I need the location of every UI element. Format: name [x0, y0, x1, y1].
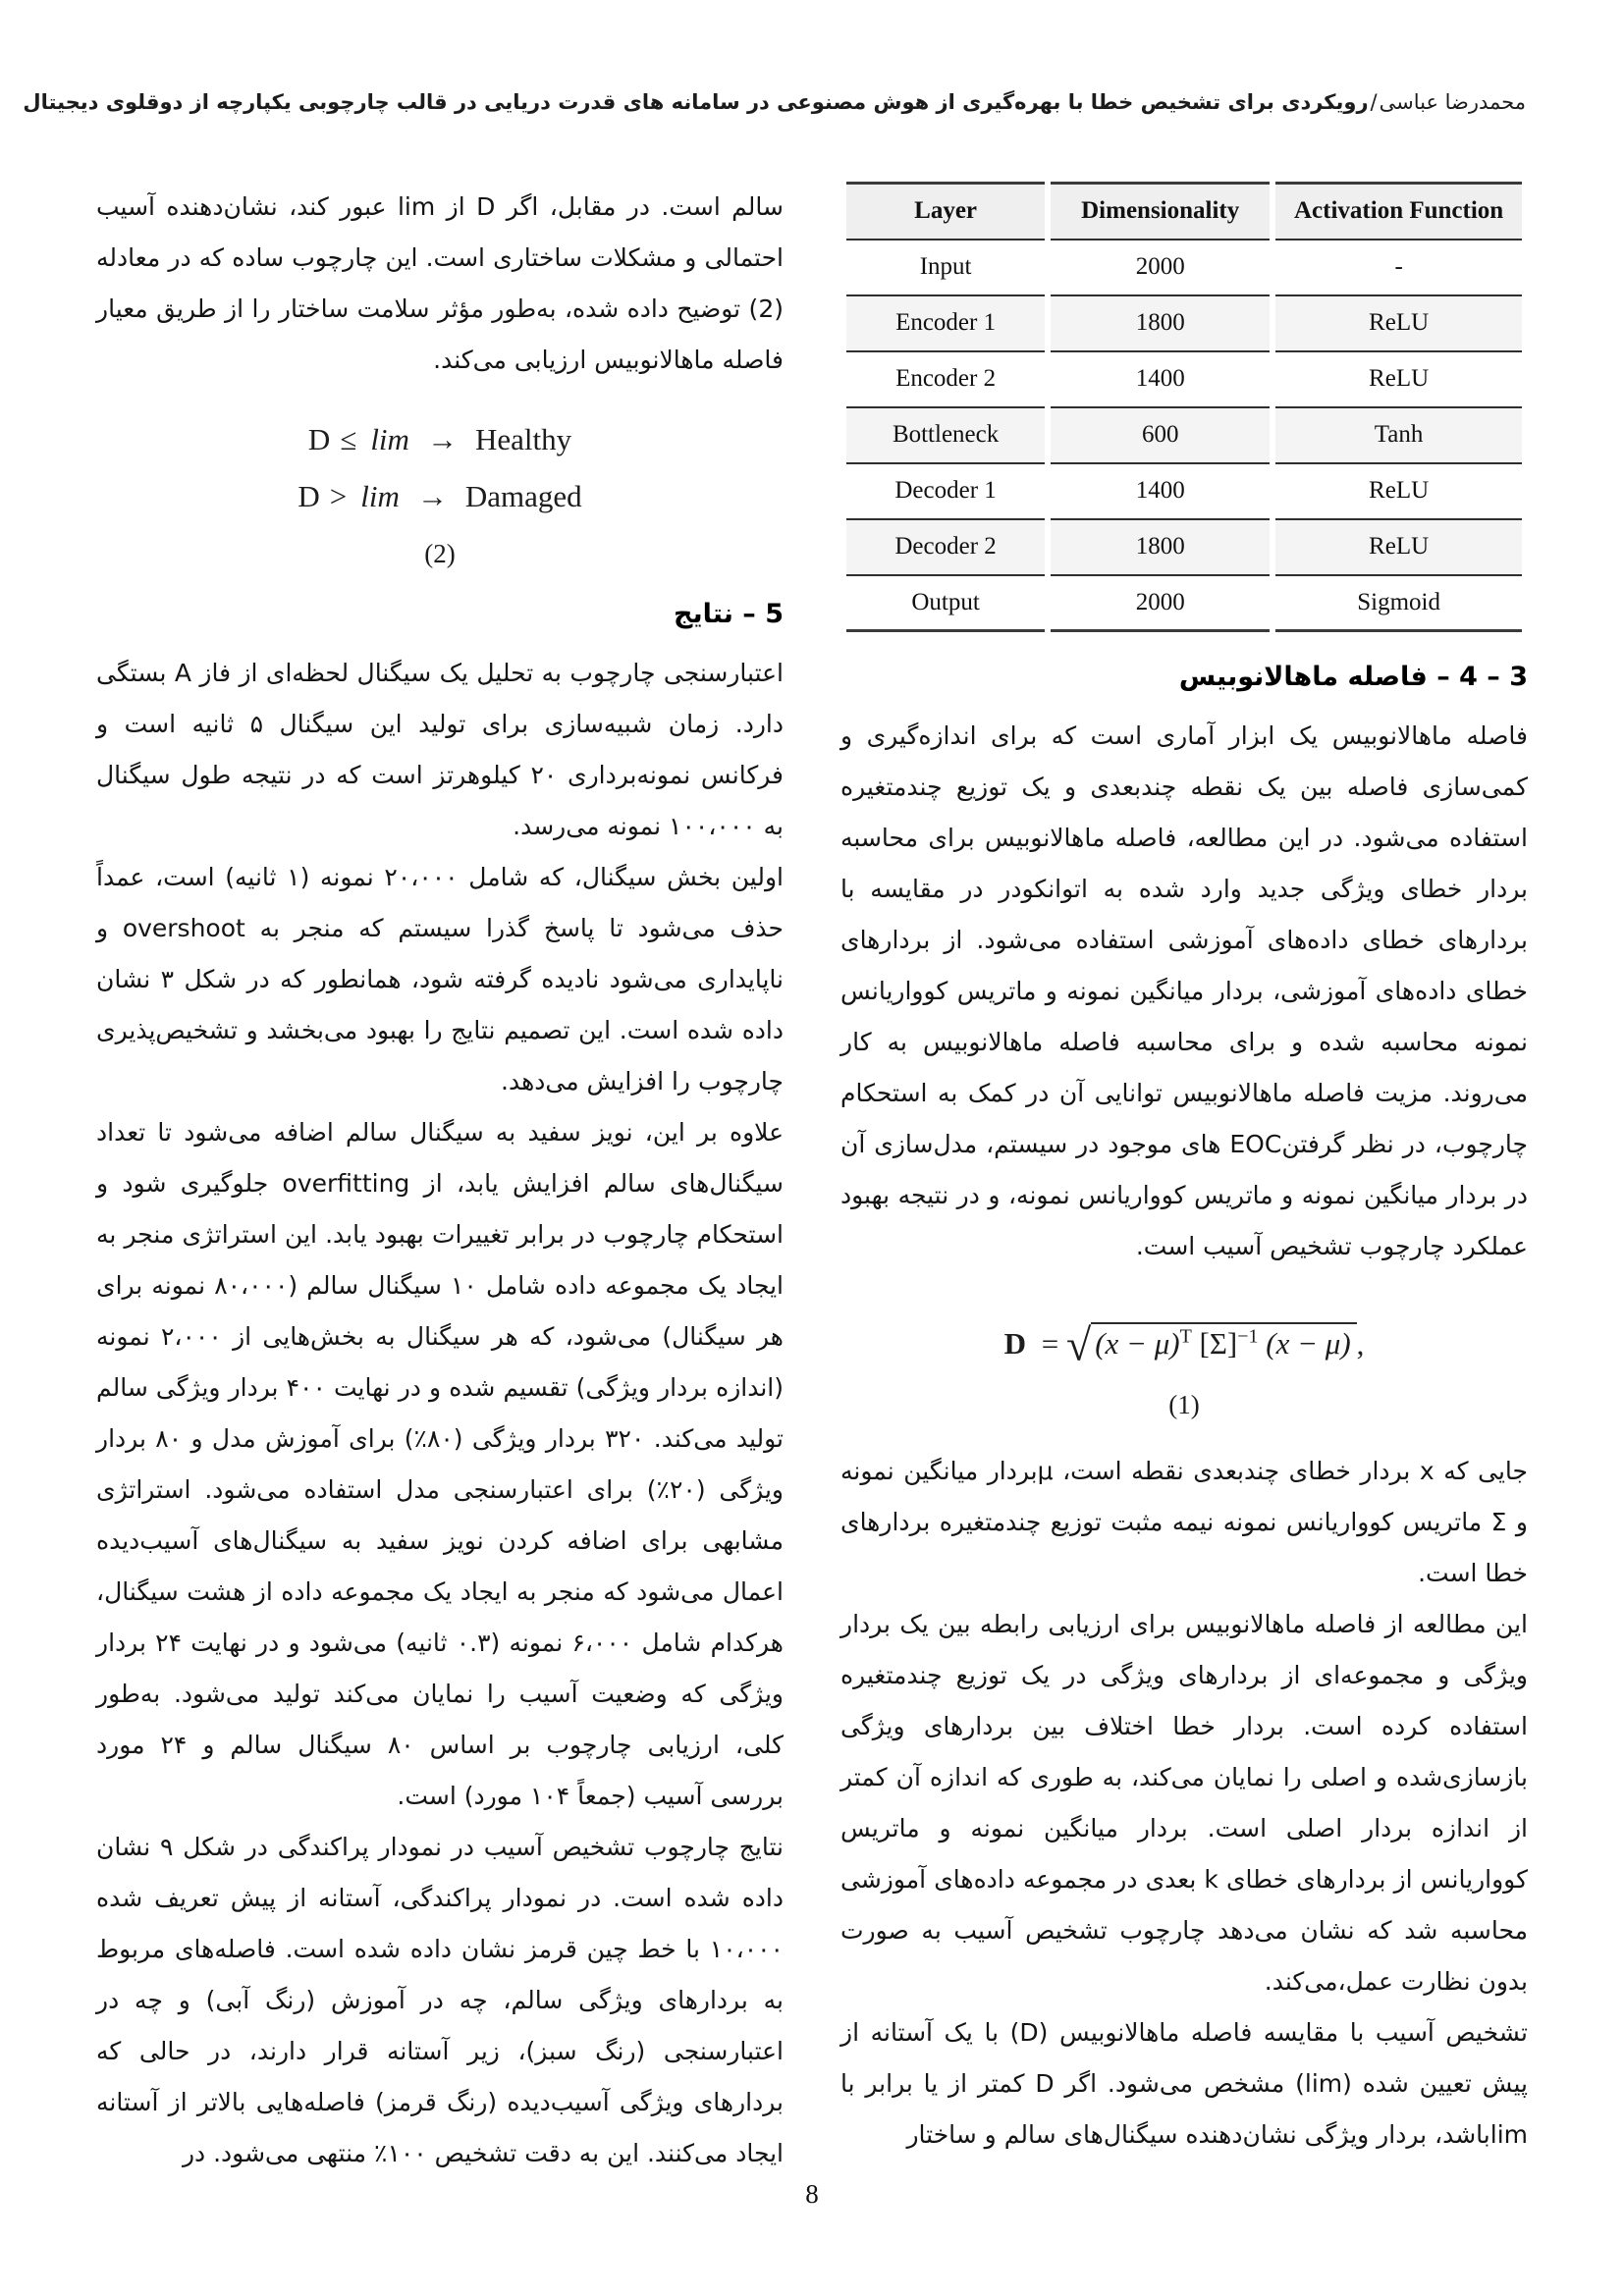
table-header-row: [843, 184, 1525, 240]
section-heading-mahalanobis: 3 – 4 – فاصله ماهالانوبیس: [1178, 662, 1528, 692]
cell-dimensionality: 1800: [1048, 519, 1272, 575]
equation-1-equals: =: [1041, 1326, 1059, 1362]
page-number: 8: [805, 2179, 819, 2209]
cell-dimensionality: 2000: [1048, 240, 1272, 295]
arrow-icon: →: [426, 422, 458, 456]
equation-2-lim: lim: [360, 479, 400, 513]
equation-2-var: D: [307, 422, 331, 456]
running-head-separator: /: [1370, 90, 1378, 114]
paragraph: اولین بخش سیگنال، که شامل ۲۰،۰۰۰ نمونه (۱ ثانیه) است، عمداً حذف می‌شود تا پاسخ گذرا سیستم که منجر به overshoot و ناپایداری می‌شود نادیده گرفته شود، همانطور که در شکل ۳ نشان داده شده است. این تصمیم نتایج را بهبود می‌بخشد و تشخیص‌پذیری چارچوب را افزایش می‌دهد.: [96, 863, 784, 1095]
table-row: [843, 295, 1525, 351]
equation-1: [840, 1306, 1528, 1420]
radical-sign: √: [1065, 1319, 1092, 1370]
cell-dimensionality: 2000: [1048, 575, 1272, 631]
equation-1-sigma: [Σ]: [1199, 1326, 1238, 1362]
equation-1-inverse: −1: [1237, 1326, 1259, 1348]
equation-2-line-damaged: [96, 468, 784, 525]
cell-dimensionality: 1800: [1048, 295, 1272, 351]
paragraph: این مطالعه از فاصله ماهالانوبیس برای ارزیابی رابطه بین یک بردار ویژگی و مجموعه‌ای از بردارهای ویژگی در یک توزیع چندمتغیره استفاده کرده است. بردار خطا اختلاف بین بردارهای ویژگی بازسازی‌شده و اصلی را نمایان می‌کند، به طوری که اندازه آن کمتر از اندازه بردار اصلی است. بردار میانگین نمونه و ماتریس کوواریانس از بردارهای خطای k بعدی در مجموعه داده‌های آموزشی محاسبه شد که نشان می‌دهد چارچوب تشخیص آسیب به صورت بدون نظارت عمل،می‌کند.: [840, 1610, 1528, 1997]
section-heading-results: 5 – نتایج: [674, 599, 784, 629]
equation-1-label: (1): [1168, 1390, 1200, 1420]
cell-layer: Bottleneck: [843, 407, 1048, 463]
cell-layer: Input: [843, 240, 1048, 295]
cell-dimensionality: 1400: [1048, 351, 1272, 407]
cell-layer: Encoder 2: [843, 351, 1048, 407]
autoencoder-layer-table: [840, 182, 1528, 632]
cell-activation: -: [1272, 240, 1525, 295]
cell-activation: Tanh: [1272, 407, 1525, 463]
paragraph: اعتبارسنجی چارچوب به تحلیل یک سیگنال لحظه‌ای از فاز A بستگی دارد. زمان شبیه‌سازی برای تولید این سیگنال ۵ ثانیه است و فرکانس نمونه‌برداری ۲۰ کیلوهرتز است که در نتیجه طول سیگنال به ۱۰۰،۰۰۰ نمونه می‌رسد.: [96, 659, 784, 840]
equation-1-lhs: D: [1003, 1326, 1026, 1362]
table-row: [843, 519, 1525, 575]
cell-activation: ReLU: [1272, 519, 1525, 575]
table-header-dimensionality: Dimensionality: [1048, 184, 1272, 240]
equation-2-operator: >: [329, 479, 348, 513]
equation-2-label: (2): [424, 539, 456, 568]
cell-dimensionality: 600: [1048, 407, 1272, 463]
cell-layer: Decoder 1: [843, 463, 1048, 519]
equation-2-operator: ≤: [340, 422, 357, 456]
cell-activation: Sigmoid: [1272, 575, 1525, 631]
equation-2-var: D: [298, 479, 320, 513]
equation-2-lim: lim: [370, 422, 409, 456]
equation-2-result: Healthy: [474, 422, 572, 456]
equation-1-term-1: (x − μ): [1095, 1326, 1180, 1362]
paragraph: علاوه بر این، نویز سفید به سیگنال سالم اضافه می‌شود تا تعداد سیگنال‌های سالم افزایش یابد، از overfitting جلوگیری شود و استحکام چارچوب در برابر تغییرات بهبود یابد. این استراتژی منجر به ایجاد یک مجموعه داده شامل ۱۰ سیگنال سالم (۸۰،۰۰۰ نمونه برای هر سیگنال) می‌شود، که هر سیگنال به بخش‌هایی از ۲،۰۰۰ نمونه (اندازه بردار ویژگی) تقسیم شده و در نهایت ۴۰۰ بردار ویژگی سالم تولید می‌کند. ۳۲۰ بردار ویژگی (۸۰٪) برای آموزش مدل و ۸۰ بردار ویژگی (۲۰٪) برای اعتبارسنجی مدل استفاده می‌شود. استراتژی مشابهی برای اضافه کردن نویز سفید به سیگنال‌های آسیب‌دیده اعمال می‌شود که منجر به ایجاد یک مجموعه داده از هشت سیگنال، هرکدام شامل ۶،۰۰۰ نمونه (۰.۳ ثانیه) می‌شود و در نهایت ۲۴ بردار ویژگی که وضعیت آسیب را نمایان می‌کند تولید می‌شود. به‌طور کلی، ارزیابی چارچوب بر اساس ۸۰ سیگنال سالم و ۲۴ مورد بررسی آسیب (جمعاً ۱۰۴ مورد) است.: [96, 1118, 785, 1810]
cell-activation: ReLU: [1272, 463, 1525, 519]
paragraph: جایی که x بردار خطای چندبعدی نقطه است، μبردار میانگین نمونه و Σ ماتریس کوواریانس نمونه نیمه مثبت توزیع چندمتغیره بردارهای خطا است.: [840, 1457, 1528, 1588]
cell-dimensionality: 1400: [1048, 463, 1272, 519]
cell-activation: ReLU: [1272, 295, 1525, 351]
equation-2-line-healthy: [96, 411, 784, 468]
table-row: [843, 407, 1525, 463]
table-header-activation: Activation Function: [1272, 184, 1525, 240]
cell-layer: Encoder 1: [843, 295, 1048, 351]
equation-1-transpose: T: [1179, 1326, 1192, 1348]
equation-2-result: Damaged: [464, 479, 582, 513]
running-head-title: رویکردی برای تشخیص خطا با بهره‌گیری از هوش مصنوعی در سامانه های قدرت دریایی در قالب چارچوبی یکپارچه از دوقلوی دیجیتال: [23, 90, 1369, 114]
table-row: [843, 240, 1525, 295]
table-row: [843, 575, 1525, 631]
paragraph: فاصله ماهالانوبیس یک ابزار آماری است که برای اندازه‌گیری و کمی‌سازی فاصله بین یک نقطه چندبعدی و یک توزیع چندمتغیره استفاده می‌شود. در این مطالعه، فاصله ماهالانوبیس برای محاسبه بردار خطای ویژگی جدید وارد شده به اتوانکودر در مقایسه با بردارهای خطای داده‌های آموزشی استفاده می‌شود. از بردارهای خطای داده‌های آموزشی، بردار میانگین نمونه و ماتریس کوواریانس نمونه محاسبه شده و برای محاسبه فاصله ماهالانوبیس به کار می‌روند. مزیت فاصله ماهالانوبیس توانایی آن در کمک به استحکام چارچوب، در نظر گرفتنEOC های موجود در سیستم، مدل‌سازی آن در بردار میانگین نمونه و ماتریس کوواریانس نمونه، و در نتیجه بهبود عملکرد چارچوب تشخیص آسیب است.: [840, 721, 1528, 1260]
table-row: [843, 463, 1525, 519]
paragraph: سالم است. در مقابل، اگر D از lim عبور کند، نشان‌دهنده آسیب احتمالی و مشکلات ساختاری است. این چارچوب ساده که در معادله (2) توضیح داده شده، به‌طور مؤثر سلامت ساختار را از طریق معیار فاصله ماهالانوبیس ارزیابی می‌کند.: [96, 192, 784, 374]
arrow-icon: →: [416, 479, 448, 513]
running-head: [23, 90, 1526, 114]
right-column: [840, 182, 1528, 2179]
cell-layer: Decoder 2: [843, 519, 1048, 575]
running-head-author: محمدرضا عباسی: [1379, 90, 1526, 114]
equation-1-comma: ,: [1356, 1326, 1365, 1362]
paragraph: تشخیص آسیب با مقایسه فاصله ماهالانوبیس (D) با یک آستانه از پیش تعیین شده (lim) مشخص می‌شود. اگر D کمتر از یا برابر با limباشد، بردار ویژگی نشان‌دهنده سیگنال‌های سالم و ساختار: [840, 2018, 1528, 2150]
equation-2: [96, 411, 784, 569]
cell-activation: ReLU: [1272, 351, 1525, 407]
paragraph: نتایج چارچوب تشخیص آسیب در نمودار پراکندگی در شکل ۹ نشان داده شده است. در نمودار پراکندگی، آستانه از پیش تعریف شده ۱۰،۰۰۰ با خط چین قرمز نشان داده شده است. فاصله‌های مربوط به بردارهای ویژگی سالم، چه در آموزش (رنگ آبی) و چه در اعتبارسنجی (رنگ سبز)، زیر آستانه قرار دارند، در حالی که بردارهای ویژگی آسیب‌دیده (رنگ قرمز) فاصله‌هایی بالاتر از آستانه ایجاد می‌کنند. این به دقت تشخیص ۱۰۰٪ منتهی می‌شود. در: [96, 1833, 784, 2167]
two-column-body: [96, 182, 1528, 2179]
left-column: [96, 182, 784, 2179]
table-header-layer: Layer: [843, 184, 1048, 240]
table-row: [843, 351, 1525, 407]
cell-layer: Output: [843, 575, 1048, 631]
equation-1-term-2: (x − μ): [1266, 1326, 1351, 1362]
